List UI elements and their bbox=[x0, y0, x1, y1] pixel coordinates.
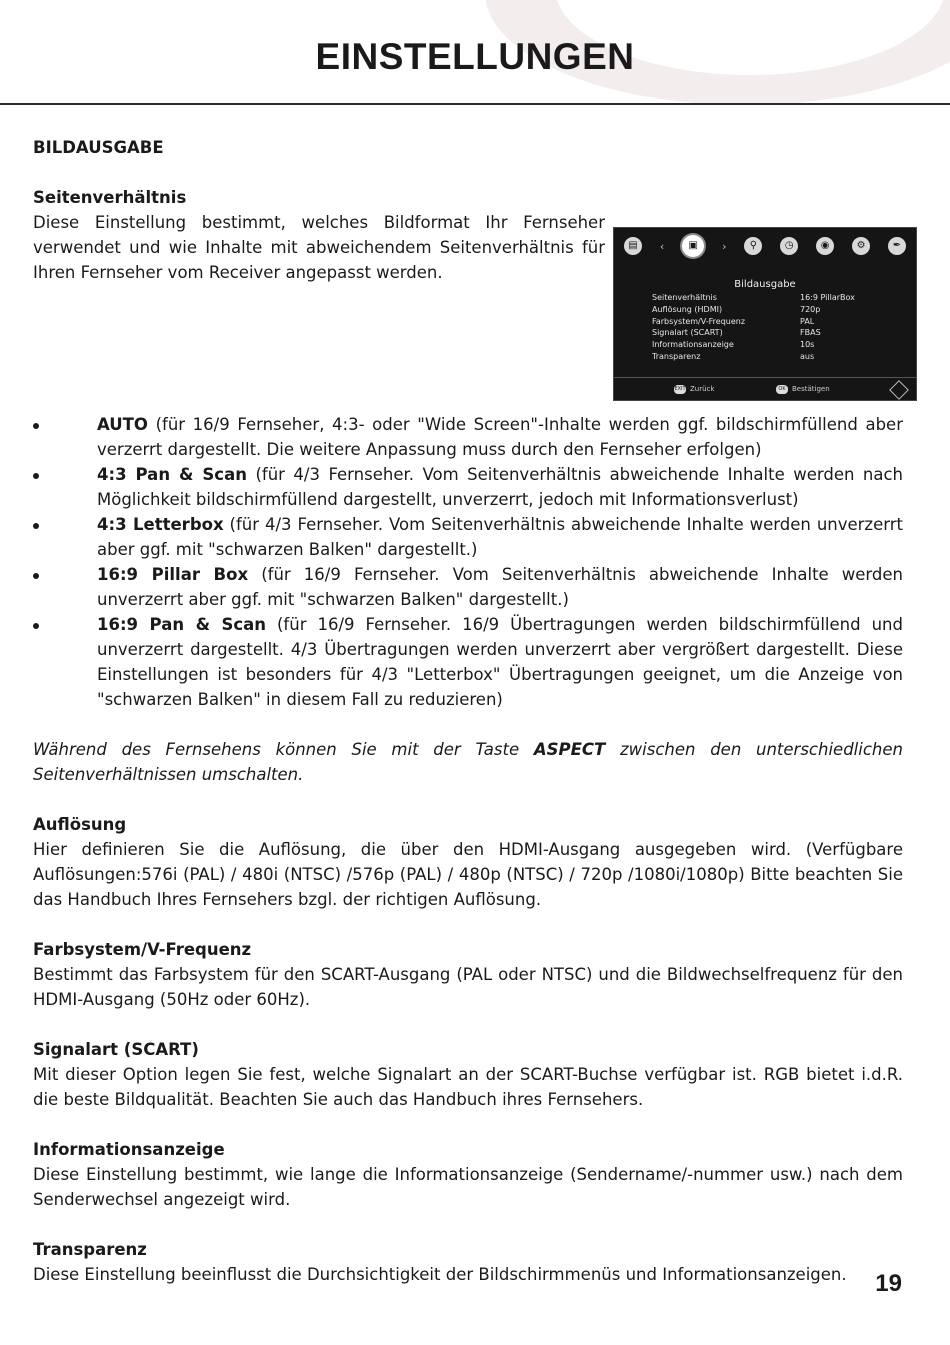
arrow-right-icon: › bbox=[722, 239, 727, 253]
option-text: (für 4/3 Fernseher. Vom Seitenverhältnis abweichende Inhalte werden unverzerrt aber ggf. mit "schwarzen Balken" dargestellt.) bbox=[97, 515, 903, 559]
bullet-icon bbox=[33, 473, 39, 479]
list-item bbox=[33, 612, 903, 712]
menu-back-hint bbox=[674, 378, 714, 400]
section-text: Hier definieren Sie die Auflösung, die über den HDMI-Ausgang ausgegeben wird. (Verfügbare Auflösungen:576i (PAL) / 480i (NTSC) /576p (PAL) / 480p (NTSC) / 720p /1080i/1080p) Bitte beachten Sie das Handbuch Ihres Fernsehers bzgl. der richtigen Auflösung. bbox=[33, 840, 903, 909]
page-title: EINSTELLUNGEN bbox=[315, 36, 635, 77]
list-item bbox=[33, 462, 903, 512]
section-heading: Farbsystem/V-Frequenz bbox=[33, 940, 252, 959]
tv-list-icon: ▤ bbox=[624, 237, 642, 255]
bullet-icon bbox=[33, 623, 39, 629]
option-text: (für 16/9 Fernseher. 16/9 Übertragungen werden bildschirmfüllend und unverzerrt dargestellt. 4/3 Übertragungen werden unverzerrt aber vergrößert dargestellt. Diese Einstellungen ist besonders für 4/3 "Letterbox" Übertragungen geeignet, um die Anzeige von "schwarzen Balken" in diesem Fall zu reduzieren) bbox=[97, 615, 903, 709]
option-term: 4:3 Letterbox bbox=[97, 515, 224, 534]
bullet-icon bbox=[33, 573, 39, 579]
option-text: (für 4/3 Fernseher. Vom Seitenverhältnis abweichende Inhalte werden nach Möglichkeit bildschirmfüllend dargestellt, unverzerrt, jedoch mit Informationsverlust) bbox=[97, 465, 904, 509]
menu-row-label: Informationsanzeige bbox=[652, 340, 734, 350]
section-heading: Auflösung bbox=[33, 815, 127, 834]
section-heading: Informationsanzeige bbox=[33, 1140, 225, 1159]
option-term: 16:9 Pillar Box bbox=[97, 565, 249, 584]
menu-rows bbox=[652, 292, 892, 363]
menu-row-value: FBAS bbox=[800, 328, 821, 338]
ok-key-icon: OK bbox=[776, 385, 788, 394]
option-term: AUTO bbox=[97, 415, 148, 434]
tools-icon: ✒ bbox=[888, 237, 906, 255]
menu-screenshot bbox=[613, 227, 917, 401]
menu-row bbox=[652, 292, 892, 304]
menu-row-label: Auflösung (HDMI) bbox=[652, 304, 723, 314]
picture-icon: ▣ bbox=[682, 235, 704, 257]
menu-row-value: aus bbox=[800, 351, 815, 361]
aspect-key-note bbox=[33, 737, 903, 787]
option-text: (für 16/9 Fernseher, 4:3- oder "Wide Screen"-Inhalte werden ggf. bildschirmfüllend aber verzerrt dargestellt. Die weitere Anpassung muss durch den Fernseher erfolgen) bbox=[97, 415, 903, 459]
list-item bbox=[33, 512, 903, 562]
menu-row-value: 720p bbox=[800, 304, 821, 314]
globe-icon: ◉ bbox=[816, 237, 834, 255]
clock-icon: ◷ bbox=[780, 237, 798, 255]
menu-footer bbox=[614, 377, 916, 400]
section-heading: Transparenz bbox=[33, 1240, 147, 1259]
menu-row bbox=[652, 327, 892, 339]
section-text: Diese Einstellung bestimmt, wie lange die Informationsanzeige (Sendername/-nummer usw.) nach dem Senderwechsel angezeigt wird. bbox=[33, 1165, 903, 1209]
menu-row-value: 10s bbox=[800, 340, 815, 350]
aspect-key-name: ASPECT bbox=[533, 740, 606, 759]
menu-row-label: Farbsystem/V-Frequenz bbox=[652, 316, 746, 326]
option-term: 4:3 Pan & Scan bbox=[97, 465, 247, 484]
aspect-intro bbox=[33, 185, 903, 393]
header-divider bbox=[0, 103, 950, 105]
gear-icon: ⚙ bbox=[852, 237, 870, 255]
section-title: BILDAUSGABE bbox=[33, 138, 164, 157]
section-color-system bbox=[33, 937, 903, 1012]
section-heading: Signalart (SCART) bbox=[33, 1040, 199, 1059]
search-icon: ⚲ bbox=[744, 237, 762, 255]
menu-row-label: Signalart (SCART) bbox=[652, 328, 723, 338]
navigation-arrows-icon bbox=[889, 380, 909, 400]
section-signal-type bbox=[33, 1037, 903, 1112]
note-after: zwischen den unterschiedlichen Seitenverhältnissen umschalten. bbox=[33, 740, 903, 784]
menu-row-label: Transparenz bbox=[652, 351, 701, 361]
aspect-options-list bbox=[33, 412, 903, 712]
section-text: Bestimmt das Farbsystem für den SCART-Ausgang (PAL oder NTSC) und die Bildwechselfrequenz für den HDMI-Ausgang (50Hz oder 60Hz). bbox=[33, 965, 903, 1009]
menu-row bbox=[652, 339, 892, 351]
menu-row bbox=[652, 351, 892, 363]
aspect-heading: Seitenverhältnis bbox=[33, 188, 187, 207]
menu-ok-hint bbox=[776, 378, 830, 400]
menu-row-value: PAL bbox=[800, 316, 815, 326]
menu-row bbox=[652, 316, 892, 328]
section-transparency bbox=[33, 1237, 903, 1287]
option-text: (für 16/9 Fernseher. Vom Seitenverhältnis abweichende Inhalte werden unverzerrt aber ggf. mit "schwarzen Balken" dargestellt.) bbox=[97, 565, 904, 609]
section-text: Diese Einstellung beeinflusst die Durchsichtigkeit der Bildschirmmenüs und Informationsanzeigen. bbox=[33, 1265, 847, 1284]
section-text: Mit dieser Option legen Sie fest, welche Signalart an der SCART-Buchse verfügbar ist. RGB bietet i.d.R. die beste Bildqualität. Beachten Sie auch das Handbuch ihres Fernsehers. bbox=[33, 1065, 903, 1109]
note-before: Während des Fernsehens können Sie mit der Taste bbox=[33, 740, 534, 759]
menu-back-label: Zurück bbox=[690, 385, 715, 393]
list-item bbox=[33, 562, 903, 612]
aspect-text: Diese Einstellung bestimmt, welches Bildformat Ihr Fernseher verwendet und wie Inhalte mit abweichendem Seitenverhältnis für Ihren Fernseher vom Receiver angepasst werden. bbox=[33, 213, 605, 282]
page-content bbox=[33, 135, 903, 1287]
list-item bbox=[33, 412, 903, 462]
menu-title: Bildausgabe bbox=[734, 279, 796, 290]
menu-row-value: 16:9 PillarBox bbox=[800, 293, 855, 302]
bullet-icon bbox=[33, 423, 39, 429]
menu-icon-bar bbox=[624, 234, 906, 258]
page-number: 19 bbox=[875, 1270, 902, 1297]
menu-row bbox=[652, 304, 892, 316]
bullet-icon bbox=[33, 523, 39, 529]
option-term: 16:9 Pan & Scan bbox=[97, 615, 266, 634]
arrow-left-icon: ‹ bbox=[659, 239, 665, 253]
menu-row-label: Seitenverhältnis bbox=[652, 293, 717, 302]
menu-ok-label: Bestätigen bbox=[792, 385, 830, 393]
section-resolution bbox=[33, 812, 903, 912]
exit-key-icon: EXIT bbox=[674, 385, 686, 392]
section-info-display bbox=[33, 1137, 903, 1212]
